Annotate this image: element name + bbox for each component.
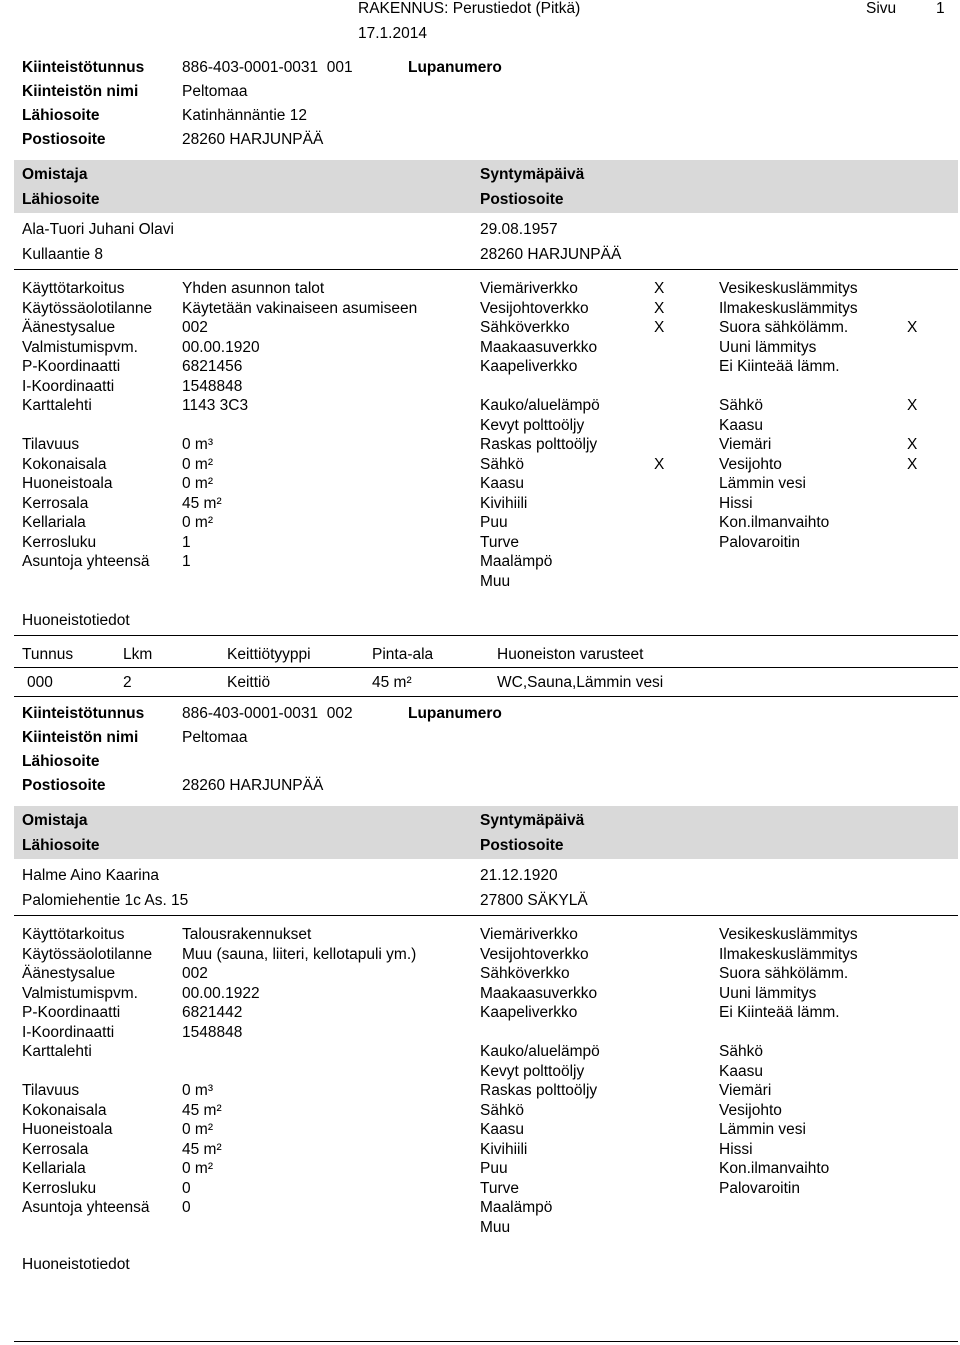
field-label: Kerrosluku — [22, 1180, 97, 1197]
apt-header-keittiotyyppi: Keittiötyyppi — [227, 646, 311, 663]
equipment-label: Kaasu — [719, 1063, 763, 1080]
field-label: Käyttötarkoitus — [22, 280, 125, 297]
field-label: Kerrosala — [22, 1141, 89, 1158]
equipment-label: Vesikeskuslämmitys — [719, 280, 858, 297]
field-value: 0 m² — [182, 514, 213, 531]
field-label: Kerrosala — [22, 495, 89, 512]
label-owner-lahiosoite: Lähiosoite — [22, 837, 100, 854]
apt-tunnus: 000 — [27, 674, 53, 691]
field-label: Karttalehti — [22, 397, 92, 414]
utility-mark: X — [654, 280, 665, 297]
field-value: 00.00.1922 — [182, 985, 260, 1002]
field-value: 0 m³ — [182, 436, 213, 453]
label-kiinteistotunnus: Kiinteistötunnus — [22, 705, 145, 722]
field-value: 6821442 — [182, 1004, 243, 1021]
utility-label: Kauko/aluelämpö — [480, 397, 600, 414]
label-owner-postiosoite: Postiosoite — [480, 837, 564, 854]
field-label: Kellariala — [22, 1160, 86, 1177]
field-value: Muu (sauna, liiteri, kellotapuli ym.) — [182, 946, 417, 963]
field-value: 002 — [182, 965, 208, 982]
field-label: Käyttötarkoitus — [22, 926, 125, 943]
value-lahiosoite: Katinhännäntie 12 — [182, 107, 307, 124]
label-lahiosoite: Lähiosoite — [22, 753, 100, 770]
field-value: Käytetään vakinaiseen asumiseen — [182, 300, 418, 317]
owner-name: Ala-Tuori Juhani Olavi — [22, 221, 174, 238]
apartment-header-underline — [14, 667, 958, 668]
utility-label: Maalämpö — [480, 1199, 553, 1216]
owner-birthdate: 29.08.1957 — [480, 221, 558, 238]
utility-label: Kaasu — [480, 475, 524, 492]
page-number: 1 — [936, 0, 945, 17]
label-syntymapaiva: Syntymäpäivä — [480, 812, 585, 829]
owner-address: Kullaantie 8 — [22, 246, 104, 263]
field-label: P-Koordinaatti — [22, 1004, 121, 1021]
field-value: 45 m² — [182, 1141, 222, 1158]
equipment-label: Ei Kiinteää lämm. — [719, 358, 840, 375]
apt-header-tunnus: Tunnus — [22, 646, 74, 663]
apt-pinta-ala: 45 m² — [372, 674, 412, 691]
equipment-label: Suora sähkölämm. — [719, 319, 849, 336]
field-label: P-Koordinaatti — [22, 358, 121, 375]
owner-name: Halme Aino Kaarina — [22, 867, 159, 884]
field-value: 1 — [182, 553, 191, 570]
utility-label: Maakaasuverkko — [480, 985, 598, 1002]
label-omistaja: Omistaja — [22, 812, 88, 829]
utility-label: Turve — [480, 1180, 520, 1197]
utility-label: Kevyt polttoöljy — [480, 417, 585, 434]
utility-label: Sähkö — [480, 456, 524, 473]
owner-birthdate: 21.12.1920 — [480, 867, 558, 884]
apt-header-pinta-ala: Pinta-ala — [372, 646, 434, 663]
equipment-label: Lämmin vesi — [719, 475, 806, 492]
field-value: 45 m² — [182, 495, 222, 512]
equipment-label: Vesijohto — [719, 456, 782, 473]
label-postiosoite: Postiosoite — [22, 777, 106, 794]
report-date: 17.1.2014 — [358, 25, 427, 42]
utility-label: Sähkö — [480, 1102, 524, 1119]
equipment-label: Uuni lämmitys — [719, 339, 817, 356]
utility-label: Kivihiili — [480, 1141, 528, 1158]
label-owner-postiosoite: Postiosoite — [480, 191, 564, 208]
utility-label: Vesijohtoverkko — [480, 946, 589, 963]
field-label: Äänestysalue — [22, 319, 116, 336]
value-postiosoite: 28260 HARJUNPÄÄ — [182, 777, 324, 794]
utility-label: Maalämpö — [480, 553, 553, 570]
apt-header-lkm: Lkm — [123, 646, 153, 663]
equipment-mark: X — [907, 456, 918, 473]
equipment-label: Kon.ilmanvaihto — [719, 1160, 830, 1177]
utility-label: Muu — [480, 1219, 511, 1236]
field-label: Käytössäolotilanne — [22, 946, 153, 963]
field-label: Asuntoja yhteensä — [22, 1199, 150, 1216]
field-label: Kellariala — [22, 514, 86, 531]
owner-postal: 27800 SÄKYLÄ — [480, 892, 588, 909]
field-value: 1548848 — [182, 378, 243, 395]
equipment-mark: X — [907, 436, 918, 453]
utility-label: Sähköverkko — [480, 965, 570, 982]
page-bottom-rule — [14, 1341, 958, 1342]
label-lupanumero: Lupanumero — [408, 59, 502, 76]
field-label: Tilavuus — [22, 436, 80, 453]
field-label: Kokonaisala — [22, 456, 107, 473]
apt-header-varusteet: Huoneiston varusteet — [497, 646, 644, 663]
field-label: Kokonaisala — [22, 1102, 107, 1119]
equipment-mark: X — [907, 319, 918, 336]
utility-label: Raskas polttoöljy — [480, 1082, 598, 1099]
utility-label: Kaapeliverkko — [480, 1004, 578, 1021]
equipment-label: Vesijohto — [719, 1102, 782, 1119]
label-lahiosoite: Lähiosoite — [22, 107, 100, 124]
value-postiosoite: 28260 HARJUNPÄÄ — [182, 131, 324, 148]
owner-divider — [14, 269, 958, 270]
equipment-label: Sähkö — [719, 397, 763, 414]
field-label: Huoneistoala — [22, 475, 113, 492]
apt-varusteet: WC,Sauna,Lämmin vesi — [497, 674, 664, 691]
equipment-label: Palovaroitin — [719, 534, 800, 551]
apt-keittio: Keittiö — [227, 674, 271, 691]
utility-label: Kevyt polttoöljy — [480, 1063, 585, 1080]
equipment-label: Hissi — [719, 1141, 753, 1158]
field-value: 1143 3C3 — [182, 397, 249, 414]
field-value: 45 m² — [182, 1102, 222, 1119]
page-label: Sivu — [866, 0, 897, 17]
huoneistotiedot-heading: Huoneistotiedot — [22, 1256, 130, 1273]
equipment-label: Kaasu — [719, 417, 763, 434]
equipment-label: Palovaroitin — [719, 1180, 800, 1197]
label-lupanumero: Lupanumero — [408, 705, 502, 722]
value-kiinteiston-nimi: Peltomaa — [182, 729, 248, 746]
field-value: 0 m³ — [182, 1082, 213, 1099]
field-value: 6821456 — [182, 358, 243, 375]
label-owner-lahiosoite: Lähiosoite — [22, 191, 100, 208]
utility-label: Raskas polttoöljy — [480, 436, 598, 453]
owner-postal: 28260 HARJUNPÄÄ — [480, 246, 622, 263]
equipment-label: Ilmakeskuslämmitys — [719, 946, 858, 963]
utility-label: Vesijohtoverkko — [480, 300, 589, 317]
value-kiinteistotunnus: 886-403-0001-0031 001 — [182, 59, 353, 76]
label-kiinteiston-nimi: Kiinteistön nimi — [22, 729, 139, 746]
huoneistotiedot-heading: Huoneistotiedot — [22, 612, 130, 629]
utility-label: Kaapeliverkko — [480, 358, 578, 375]
field-value: 0 m² — [182, 456, 213, 473]
field-value: Yhden asunnon talot — [182, 280, 325, 297]
utility-label: Puu — [480, 1160, 508, 1177]
equipment-label: Ilmakeskuslämmitys — [719, 300, 858, 317]
equipment-label: Viemäri — [719, 436, 772, 453]
field-value: 0 m² — [182, 1121, 213, 1138]
apartment-row-underline — [14, 696, 958, 697]
equipment-label: Suora sähkölämm. — [719, 965, 849, 982]
equipment-label: Hissi — [719, 495, 753, 512]
field-value: 0 m² — [182, 475, 213, 492]
value-kiinteiston-nimi: Peltomaa — [182, 83, 248, 100]
field-label: Asuntoja yhteensä — [22, 553, 150, 570]
equipment-label: Viemäri — [719, 1082, 772, 1099]
field-value: 002 — [182, 319, 208, 336]
utility-label: Sähköverkko — [480, 319, 570, 336]
field-label: Käytössäolotilanne — [22, 300, 153, 317]
field-label: Äänestysalue — [22, 965, 116, 982]
utility-label: Kivihiili — [480, 495, 528, 512]
report-title: RAKENNUS: Perustiedot (Pitkä) — [358, 0, 581, 17]
field-label: Karttalehti — [22, 1043, 92, 1060]
utility-label: Maakaasuverkko — [480, 339, 598, 356]
utility-label: Viemäriverkko — [480, 926, 578, 943]
label-omistaja: Omistaja — [22, 166, 88, 183]
apt-lkm: 2 — [123, 674, 132, 691]
equipment-label: Ei Kiinteää lämm. — [719, 1004, 840, 1021]
utility-label: Kaasu — [480, 1121, 524, 1138]
label-postiosoite: Postiosoite — [22, 131, 106, 148]
field-label: I-Koordinaatti — [22, 1024, 115, 1041]
utility-label: Puu — [480, 514, 508, 531]
field-label: Tilavuus — [22, 1082, 80, 1099]
utility-mark: X — [654, 456, 665, 473]
label-kiinteistotunnus: Kiinteistötunnus — [22, 59, 145, 76]
utility-mark: X — [654, 319, 665, 336]
field-label: Valmistumispvm. — [22, 339, 138, 356]
field-label: I-Koordinaatti — [22, 378, 115, 395]
label-syntymapaiva: Syntymäpäivä — [480, 166, 585, 183]
equipment-label: Sähkö — [719, 1043, 763, 1060]
equipment-mark: X — [907, 397, 918, 414]
value-kiinteistotunnus: 886-403-0001-0031 002 — [182, 705, 353, 722]
equipment-label: Vesikeskuslämmitys — [719, 926, 858, 943]
field-value: 0 — [182, 1199, 191, 1216]
equipment-label: Lämmin vesi — [719, 1121, 806, 1138]
utility-label: Muu — [480, 573, 511, 590]
field-label: Valmistumispvm. — [22, 985, 138, 1002]
field-value: 0 m² — [182, 1160, 213, 1177]
utility-mark: X — [654, 300, 665, 317]
field-value: 1548848 — [182, 1024, 243, 1041]
apartment-header-rule — [14, 635, 958, 636]
field-value: Talousrakennukset — [182, 926, 312, 943]
field-label: Huoneistoala — [22, 1121, 113, 1138]
field-value: 1 — [182, 534, 191, 551]
equipment-label: Kon.ilmanvaihto — [719, 514, 830, 531]
label-kiinteiston-nimi: Kiinteistön nimi — [22, 83, 139, 100]
owner-divider — [14, 915, 958, 916]
field-value: 0 — [182, 1180, 191, 1197]
utility-label: Turve — [480, 534, 520, 551]
utility-label: Kauko/aluelämpö — [480, 1043, 600, 1060]
field-label: Kerrosluku — [22, 534, 97, 551]
utility-label: Viemäriverkko — [480, 280, 578, 297]
owner-address: Palomiehentie 1c As. 15 — [22, 892, 189, 909]
field-value: 00.00.1920 — [182, 339, 260, 356]
equipment-label: Uuni lämmitys — [719, 985, 817, 1002]
